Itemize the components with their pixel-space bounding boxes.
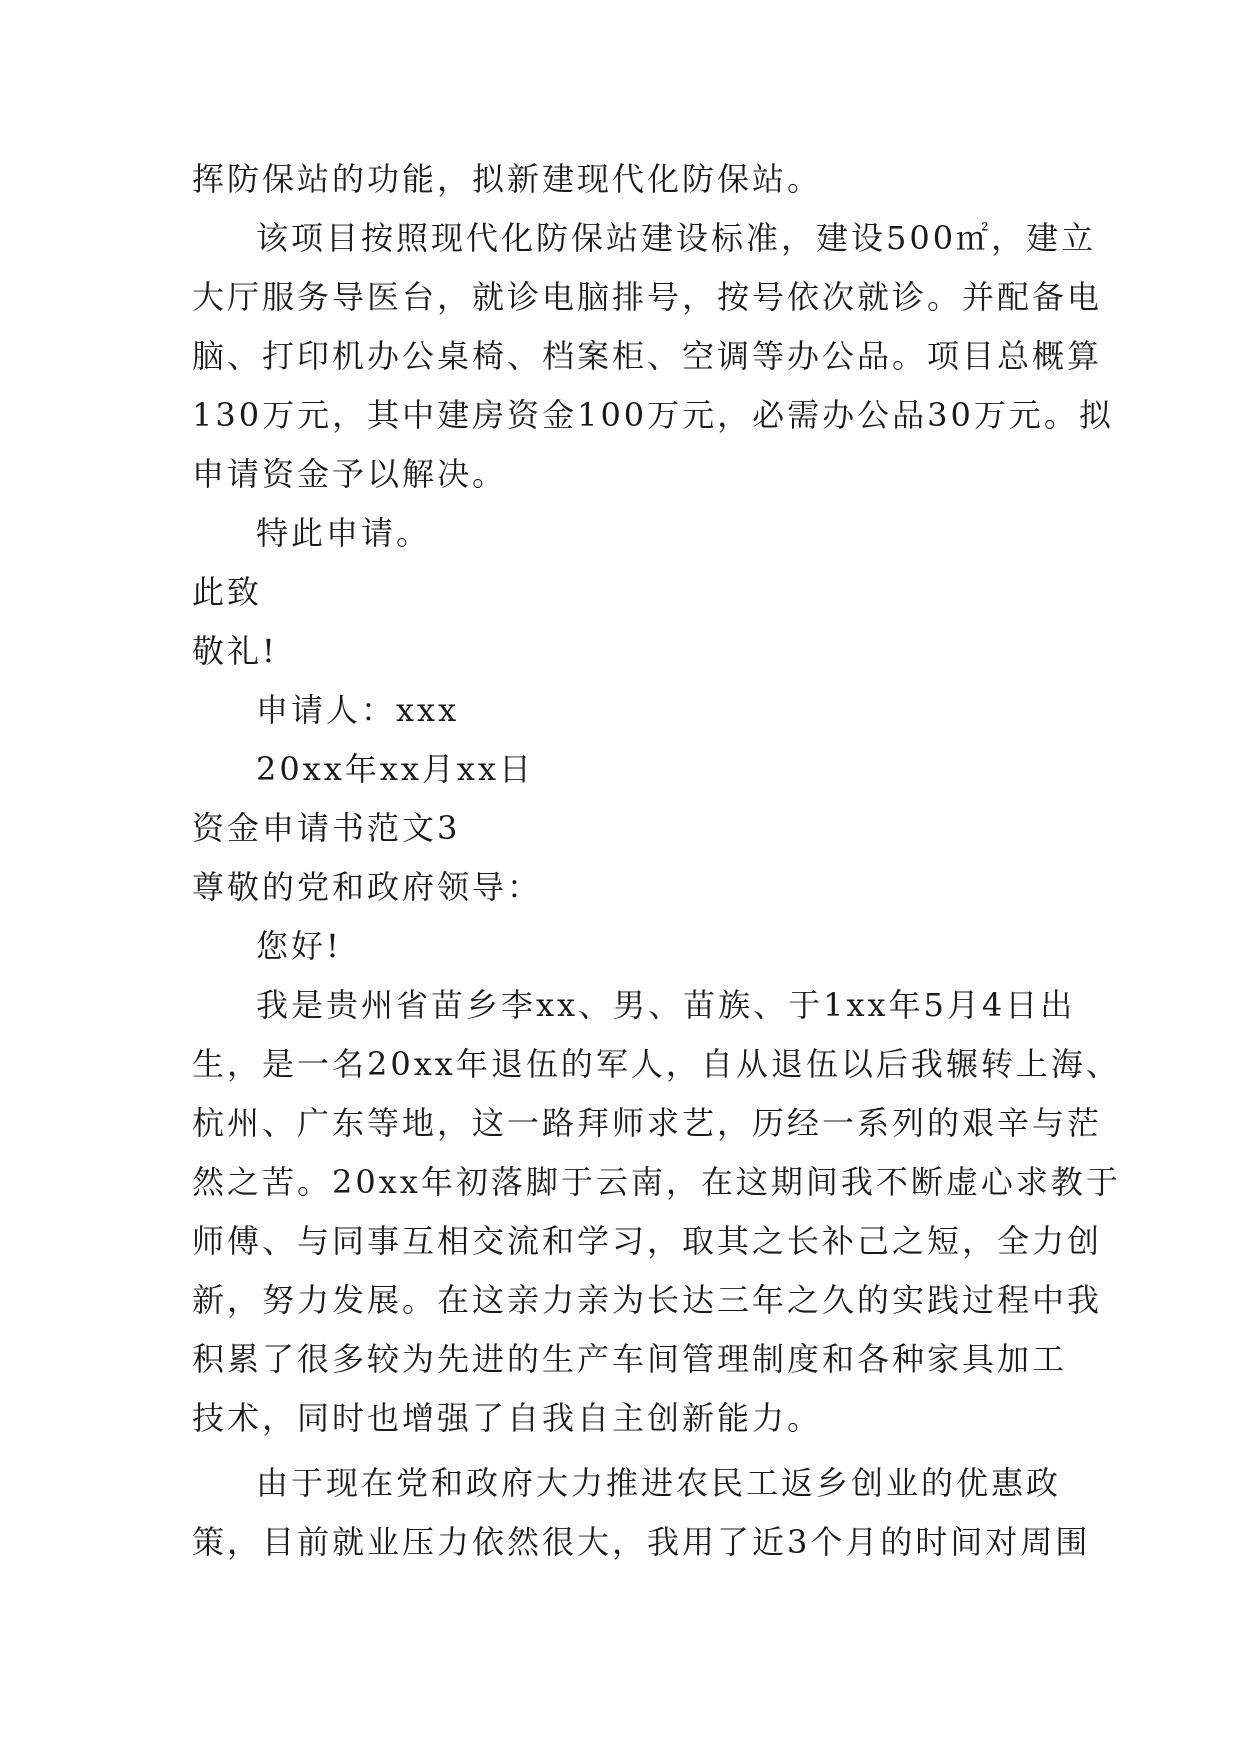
salutation-line: 敬礼! [192,632,278,670]
text-line: 大厅服务导医台，就诊电脑排号，按号依次就诊。并配备电 [192,278,1103,316]
text-line: 130万元，其中建房资金100万元，必需办公品30万元。拟 [192,396,1114,434]
text-line: 策，目前就业压力依然很大，我用了近3个月的时间对周围 [192,1523,1091,1561]
text-line: 特此申请。 [256,514,432,552]
text-line: 该项目按照现代化防保站建设标准，建设500㎡，建立 [256,219,1097,257]
text-line: 师傅、与同事互相交流和学习，取其之长补己之短，全力创 [192,1222,1103,1260]
greeting-line: 您好! [256,927,342,965]
applicant-line: 申请人：xxx [256,691,460,729]
text-line: 技术，同时也增强了自我自主创新能力。 [192,1399,823,1437]
text-line: 由于现在党和政府大力推进农民工返乡创业的优惠政 [256,1464,1062,1502]
section-title: 资金申请书范文3 [192,809,461,847]
text-line: 挥防保站的功能，拟新建现代化防保站。 [192,160,823,198]
text-line: 新，努力发展。在这亲力亲为长达三年之久的实践过程中我 [192,1281,1103,1319]
text-line: 申请资金予以解决。 [192,455,508,493]
date-line: 20xx年xx月xx日 [256,750,535,788]
salutation-line: 此致 [192,573,263,611]
text-line: 然之苦。20xx年初落脚于云南，在这期间我不断虚心求教于 [192,1163,1121,1201]
text-line: 脑、打印机办公桌椅、档案柜、空调等办公品。项目总概算 [192,337,1103,375]
text-line: 杭州、广东等地，这一路拜师求艺，历经一系列的艰辛与茫 [192,1104,1103,1142]
text-line: 我是贵州省苗乡李xx、男、苗族、于1xx年5月4日出 [256,986,1076,1024]
text-line: 积累了很多较为先进的生产车间管理制度和各种家具加工 [192,1340,1068,1378]
document-body [192,150,1121,1572]
greeting-line: 尊敬的党和政府领导： [192,868,543,906]
text-line: 生，是一名20xx年退伍的军人，自从退伍以后我辗转上海、 [192,1045,1121,1083]
